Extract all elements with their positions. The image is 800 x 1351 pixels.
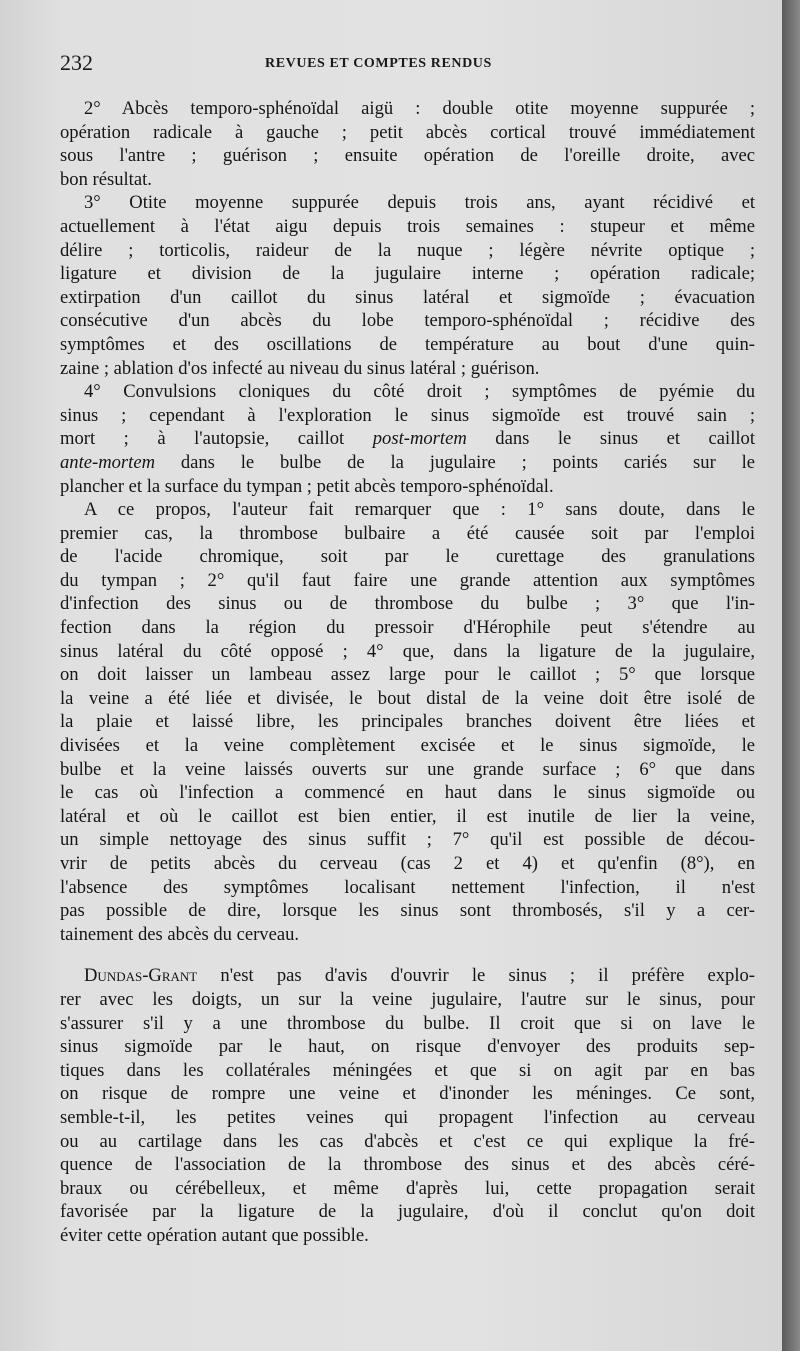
- page-header: [60, 50, 760, 80]
- text-line: [60, 427, 755, 451]
- text-run: n'est pas d'avis d'ouvrir le sinus ; il préfère explo-: [197, 965, 755, 987]
- body-text: [60, 97, 755, 1248]
- text-line: le cas où l'infection a commencé en haut dans le sinus sigmoïde ou: [60, 782, 755, 804]
- paragraph-gap: [60, 946, 755, 964]
- text-line: ligature et division de la jugulaire interne ; opération radicale;: [60, 263, 755, 285]
- text-line: de l'acide chromique, soit par le curettage des granulations: [60, 546, 755, 568]
- dundas-grant-paragraph: [60, 964, 755, 1247]
- text-line: la plaie et laissé libre, les principales branches doivent être liées et: [60, 711, 755, 733]
- text-line: consécutive d'un abcès du lobe temporo-sphénoïdal ; récidive des: [60, 310, 755, 332]
- remarks-paragraph: [60, 498, 755, 946]
- text-line: vrir de petits abcès du cerveau (cas 2 et 4) et qu'enfin (8°), en: [60, 853, 755, 874]
- text-line: un simple nettoyage des sinus suffit ; 7° qu'il est possible de décou-: [60, 829, 755, 851]
- text-line: d'infection des sinus ou de thrombose du bulbe ; 3° que l'in-: [60, 593, 755, 615]
- case-4-paragraph: [60, 380, 755, 498]
- text-line: fection dans la région du pressoir d'Hérophile peut s'étendre au: [60, 617, 755, 639]
- text-run: mort ; à l'autopsie, caillot: [60, 428, 373, 450]
- text-line: latéral et où le caillot est bien entier, il est inutile de lier la veine,: [60, 805, 755, 827]
- text-line: opération radicale à gauche ; petit abcès cortical trouvé immédiatement: [60, 121, 755, 143]
- running-head: REVUES ET COMPTES RENDUS: [265, 56, 492, 71]
- text-line: premier cas, la thrombose bulbaire a été causée soit par l'emploi: [60, 522, 755, 544]
- text-line: favorisée par la ligature de la jugulaire, d'où il conclut qu'on doit: [60, 1201, 755, 1223]
- text-line: rer avec les doigts, un sur la veine jugulaire, l'autre sur le sinus, pour: [60, 988, 755, 1010]
- page-number: 232: [60, 50, 93, 75]
- text-line: du tympan ; 2° qu'il faut faire une grande attention aux symptômes: [60, 569, 755, 591]
- text-line: l'absence des symptômes localisant nettement l'infection, il n'est: [60, 876, 755, 898]
- text-line: [60, 964, 755, 988]
- text-line: 3° Otite moyenne suppurée depuis trois ans, ayant récidivé et: [84, 192, 755, 214]
- text-line: on doit laisser un lambeau assez large pour le caillot ; 5° que lorsque: [60, 664, 755, 686]
- case-3-paragraph: [60, 191, 755, 380]
- author-name: Dundas-Grant: [84, 965, 198, 987]
- text-line: sinus ; cependant à l'exploration le sinus sigmoïde est trouvé sain ;: [60, 404, 755, 426]
- case-2-paragraph: [60, 97, 755, 191]
- text-line: sinus latéral du côté opposé ; 4° que, dans la ligature de la jugulaire,: [60, 640, 755, 662]
- text-line: éviter cette opération autant que possible.: [60, 1224, 369, 1246]
- text-line: 4° Convulsions cloniques du côté droit ; symptômes de pyémie du: [84, 381, 755, 403]
- text-line: ou au cartilage dans les cas d'abcès et c'est ce qui explique la fré-: [60, 1130, 755, 1152]
- text-line: [60, 451, 755, 475]
- text-line: tiques dans les collatérales méningées et que si on agit par en bas: [60, 1059, 755, 1081]
- text-line: symptômes et des oscillations de température au bout d'une quin-: [60, 333, 755, 355]
- text-line: A ce propos, l'auteur fait remarquer que : 1° sans doute, dans le: [84, 499, 755, 521]
- text-line: délire ; torticolis, raideur de la nuque ; légère névrite optique ;: [60, 239, 755, 261]
- text-line: actuellement à l'état aigu depuis trois semaines : stupeur et même: [60, 215, 755, 237]
- text-line: sous l'antre ; guérison ; ensuite opération de l'oreille droite, avec: [60, 145, 755, 167]
- text-line: semble-t-il, les petites veines qui propagent l'infection au cerveau: [60, 1106, 755, 1128]
- text-line: braux ou cérébelleux, et même d'après lui, cette propagation serait: [60, 1177, 755, 1199]
- text-line: quence de l'association de la thrombose des sinus et des abcès céré-: [60, 1154, 755, 1176]
- text-line: divisées et la veine complètement excisée et le sinus sigmoïde, le: [60, 735, 755, 757]
- italic-term: post-mortem: [372, 428, 467, 450]
- text-line: pas possible de dire, lorsque les sinus sont thrombosés, s'il y a cer-: [60, 900, 755, 922]
- text-line: bulbe et la veine laissés ouverts sur une grande surface ; 6° que dans: [60, 758, 755, 780]
- text-line: plancher et la surface du tympan ; petit abcès temporo-sphénoïdal.: [60, 475, 554, 497]
- text-line: tainement des abcès du cerveau.: [60, 923, 300, 945]
- text-line: extirpation d'un caillot du sinus latéral et sigmoïde ; évacuation: [60, 286, 755, 308]
- text-line: on risque de rompre une veine et d'inonder les méninges. Ce sont,: [60, 1083, 755, 1105]
- italic-term: ante-mortem: [60, 451, 156, 473]
- page-edge-shadow: [782, 0, 800, 1351]
- text-run: dans le sinus et caillot: [466, 428, 755, 450]
- text-line: 2° Abcès temporo-sphénoïdal aigü : double otite moyenne suppurée ;: [84, 98, 755, 119]
- text-line: s'assurer s'il y a une thrombose du bulbe. Il croit que si on lave le: [60, 1012, 755, 1034]
- text-line: bon résultat.: [60, 168, 152, 190]
- text-run: dans le bulbe de la jugulaire ; points cariés sur le: [155, 451, 755, 473]
- text-line: zaine ; ablation d'os infecté au niveau du sinus latéral ; guérison.: [60, 357, 540, 379]
- text-line: la veine a été liée et divisée, le bout distal de la veine doit être isolé de: [60, 687, 755, 709]
- text-line: sinus sigmoïde par le haut, on risque d'envoyer des produits sep-: [60, 1036, 755, 1058]
